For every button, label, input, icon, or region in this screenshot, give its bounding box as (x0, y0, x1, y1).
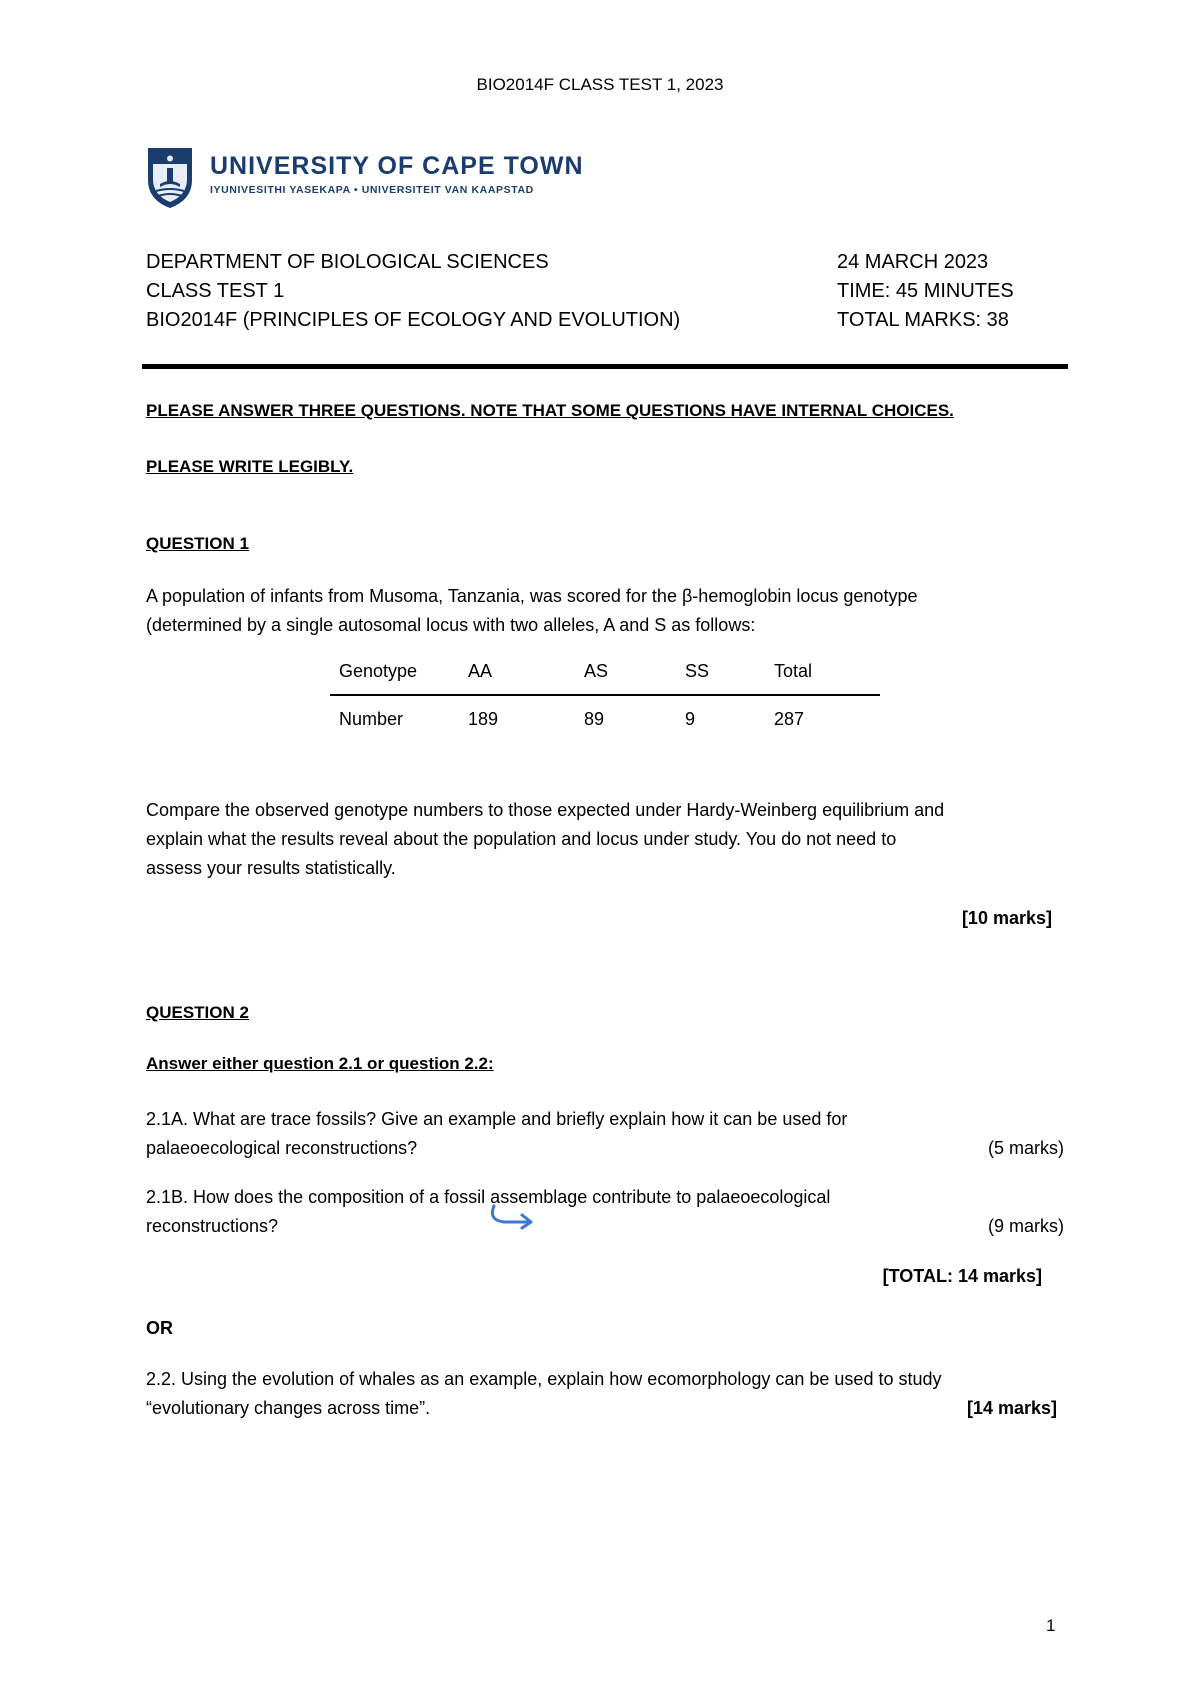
crest-icon (146, 146, 194, 210)
question-2-1a (146, 1105, 847, 1163)
q21a-line: palaeoecological reconstructions? (146, 1138, 418, 1158)
page-number: 1 (1046, 1616, 1056, 1635)
question-2-title: QUESTION 2 (146, 1003, 249, 1022)
university-name: UNIVERSITY OF CAPE TOWN (210, 152, 584, 180)
table-header-cell: Total (774, 660, 813, 681)
genotype-table (330, 648, 880, 742)
q1-task-line: assess your results statistically. (146, 858, 396, 878)
table-header-row (330, 648, 880, 695)
question-1-task (146, 796, 944, 883)
exam-time: TIME: 45 MINUTES (837, 280, 1014, 302)
question-1-marks: [10 marks] (961, 908, 1052, 928)
q1-intro-line: A population of infants from Musoma, Tanzania, was scored for the β-hemoglobin locus genotype (146, 586, 918, 606)
or-label: OR (146, 1318, 173, 1338)
question-2-1b-marks: (9 marks) (988, 1216, 1064, 1236)
table-cell: Number (339, 708, 404, 729)
total-marks: TOTAL MARKS: 38 (837, 309, 1009, 331)
table-header-cell: AA (468, 660, 493, 681)
university-subtitle: IYUNIVESITHI YASEKAPA • UNIVERSITEIT VAN KAAPSTAD (210, 184, 534, 196)
q1-task-line: Compare the observed genotype numbers to those expected under Hardy-Weinberg equilibrium and (146, 800, 945, 820)
department: DEPARTMENT OF BIOLOGICAL SCIENCES (146, 251, 549, 273)
question-2-total: [TOTAL: 14 marks] (882, 1266, 1042, 1286)
q21b-line: 2.1B. How does the composition of a fossil assemblage contribute to palaeoecological (146, 1187, 831, 1207)
table-header-cell: SS (685, 660, 710, 681)
table-cell: 89 (584, 708, 605, 729)
question-1-title: QUESTION 1 (146, 534, 249, 553)
q1-task-line: explain what the results reveal about the population and locus under study. You do not need to (146, 829, 897, 849)
table-cell: 287 (774, 708, 805, 729)
question-2-2 (146, 1365, 942, 1423)
instruction-answer: PLEASE ANSWER THREE QUESTIONS. NOTE THAT SOME QUESTIONS HAVE INTERNAL CHOICES. (146, 401, 954, 420)
exam-header-right (837, 248, 1014, 335)
exam-header-left (146, 248, 680, 335)
q21b-line: reconstructions? (146, 1216, 279, 1236)
exam-date: 24 MARCH 2023 (837, 251, 989, 273)
table-header-cell: AS (584, 660, 609, 681)
test-name: CLASS TEST 1 (146, 280, 285, 302)
q1-intro-line: (determined by a single autosomal locus with two alleles, A and S as follows: (146, 615, 756, 635)
university-logo (146, 146, 584, 216)
table-row (330, 695, 880, 742)
question-2-2-marks: [14 marks] (966, 1398, 1057, 1418)
q22-line: 2.2. Using the evolution of whales as an example, explain how ecomorphology can be used to study (146, 1369, 942, 1389)
table-header-cell: Genotype (339, 660, 418, 681)
instruction-legibly: PLEASE WRITE LEGIBLY. (146, 457, 354, 476)
handwritten-arrow-icon (488, 1204, 536, 1230)
question-2-choice: Answer either question 2.1 or question 2.2: (146, 1054, 494, 1073)
table-cell: 9 (685, 708, 696, 729)
running-header: BIO2014F CLASS TEST 1, 2023 (476, 75, 724, 94)
header-divider (142, 364, 1068, 369)
question-2-1a-marks: (5 marks) (988, 1138, 1064, 1158)
q21a-line: 2.1A. What are trace fossils? Give an example and briefly explain how it can be used for (146, 1109, 848, 1129)
q22-line: “evolutionary changes across time”. (146, 1398, 431, 1418)
table-cell: 189 (468, 708, 499, 729)
course-name: BIO2014F (PRINCIPLES OF ECOLOGY AND EVOLUTION) (146, 309, 681, 331)
question-1-intro (146, 582, 917, 640)
